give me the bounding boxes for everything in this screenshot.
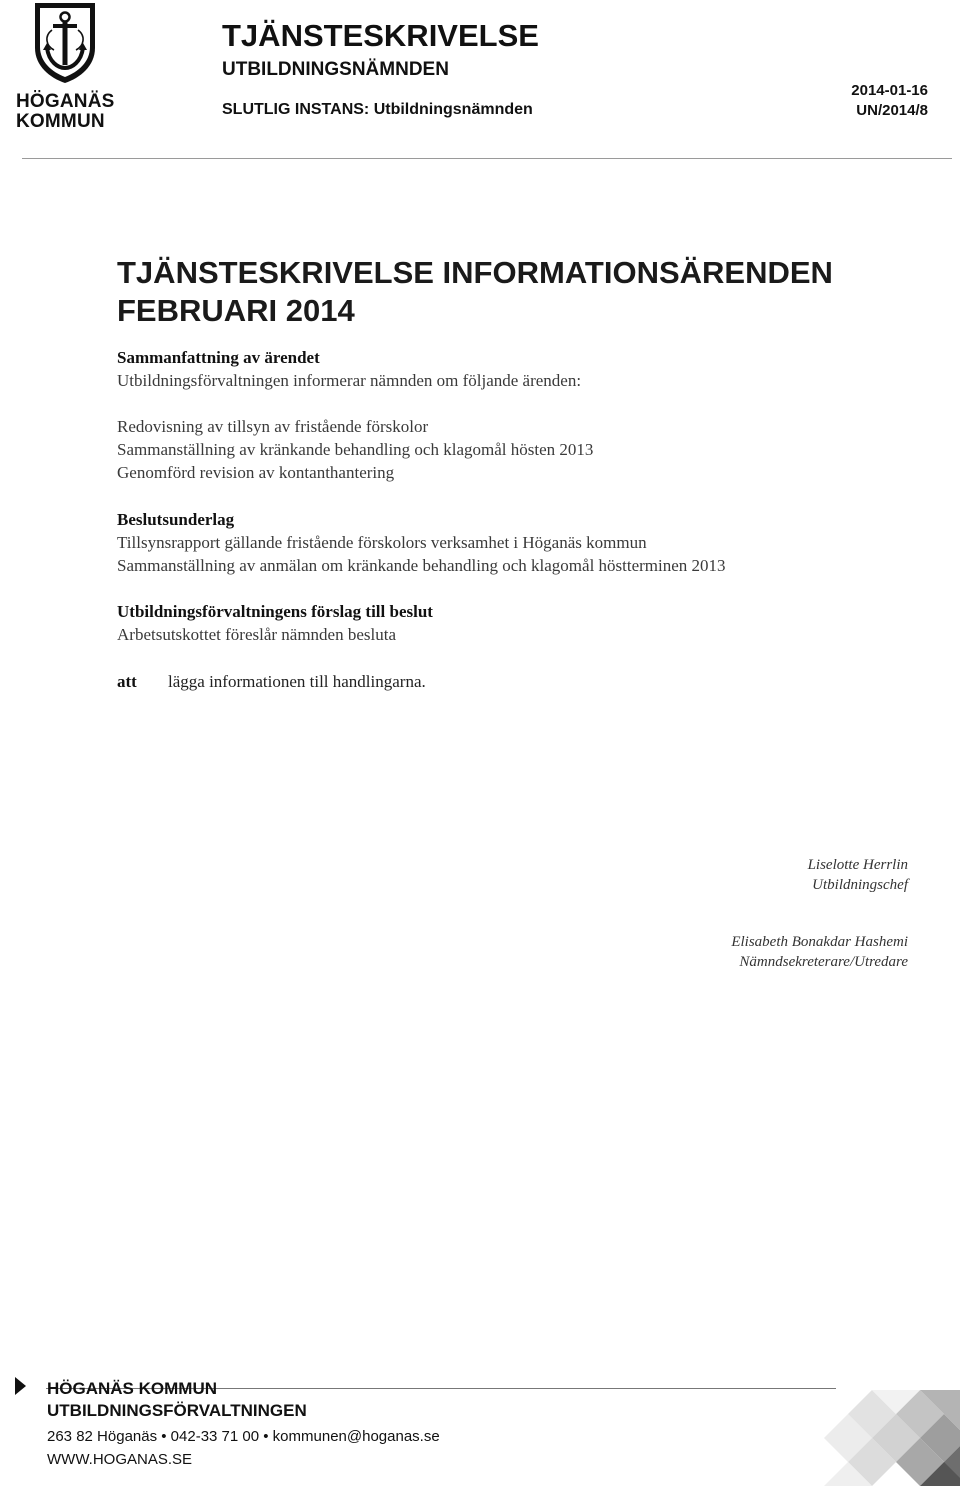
committee-name: UTBILDNINGSNÄMNDEN: [222, 59, 449, 80]
signature-role: Utbildningschef: [812, 877, 908, 893]
list-item: Genomförd revision av kontanthantering: [117, 463, 395, 482]
basis-item: Tillsynsrapport gällande fristående förskolors verksamhet i Höganäs kommun: [117, 533, 647, 552]
logo-text: HÖGANÄS KOMMUN: [16, 91, 115, 132]
list-item: Redovisning av tillsyn av fristående förskolor: [117, 417, 429, 436]
basis-item: Sammanställning av anmälan om kränkande behandling och klagomål höstterminen 2013: [117, 556, 726, 575]
document-date: 2014-01-16: [851, 82, 928, 99]
footer-pattern-graphic: [824, 1390, 960, 1486]
hoganas-logo: [16, 0, 114, 130]
att-label: att: [117, 672, 137, 691]
footer-arrow-icon: [15, 1377, 26, 1395]
header-divider: [22, 158, 952, 159]
signature-name: Elisabeth Bonakdar Hashemi: [731, 934, 908, 950]
summary-intro: Utbildningsförvaltningen informerar nämnden om följande ärenden:: [117, 371, 582, 390]
doc-type: TJÄNSTESKRIVELSE: [222, 18, 539, 53]
footer-website-link[interactable]: WWW.HOGANAS.SE: [47, 1451, 193, 1468]
case-number: UN/2014/8: [856, 102, 928, 119]
page-title: TJÄNSTESKRIVELSE INFORMATIONSÄRENDEN FEBRUARI 2014: [117, 255, 833, 328]
final-instance: SLUTLIG INSTANS: Utbildningsnämnden: [222, 101, 533, 118]
list-item: Sammanställning av kränkande behandling och klagomål hösten 2013: [117, 440, 594, 459]
anchor-shield-icon: [32, 0, 98, 84]
signature-name: Liselotte Herrlin: [807, 857, 908, 873]
signature-role: Nämndsekreterare/Utredare: [739, 954, 908, 970]
proposal-heading: Utbildningsförvaltningens förslag till beslut: [117, 602, 433, 621]
footer-org: HÖGANÄS KOMMUN: [47, 1379, 217, 1398]
footer-dept: UTBILDNINGSFÖRVALTNINGEN: [47, 1401, 307, 1420]
footer-contact: 263 82 Höganäs • 042-33 71 00 • kommunen@hoganas.se: [47, 1428, 440, 1445]
summary-heading: Sammanfattning av ärendet: [117, 348, 320, 367]
att-text: lägga informationen till handlingarna.: [168, 672, 426, 691]
proposal-text: Arbetsutskottet föreslår nämnden besluta: [117, 625, 397, 644]
basis-heading: Beslutsunderlag: [117, 510, 235, 529]
